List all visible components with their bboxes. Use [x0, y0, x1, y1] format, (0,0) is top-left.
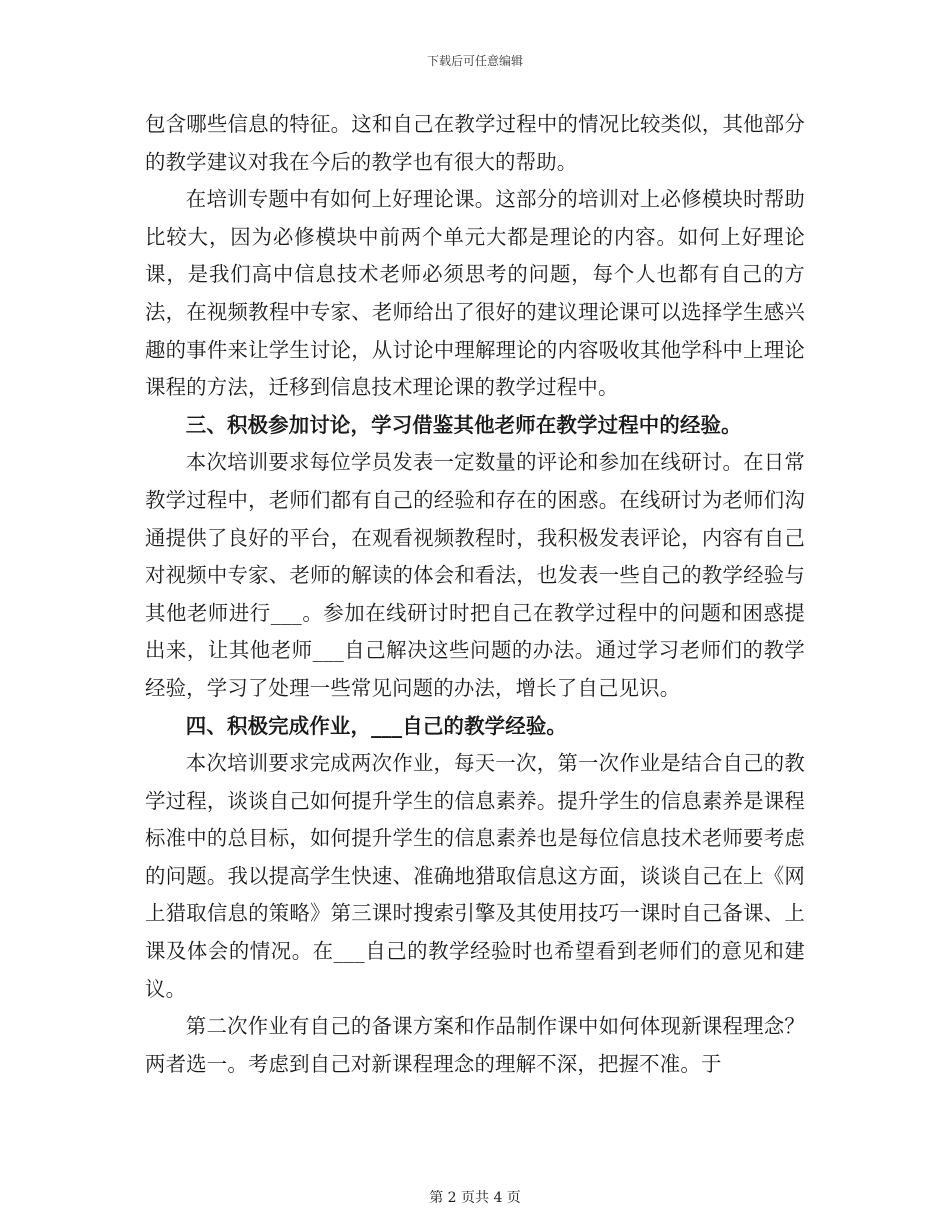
paragraph: 在培训专题中有如何上好理论课。这部分的培训对上必修模块时帮助比较大，因为必修模块中前两个单元大都是理论的内容。如何上好理论课，是我们高中信息技术老师必须思考的问题，每个人也都有自己的方法，在视频教程中专家、老师给出了很好的建议理论课可以选择学生感兴趣的事件来让学生讨论，从讨论中理解理论的内容吸收其他学科中上理论课程的方法，迁移到信息技术理论课的教学过程中。	[145, 187, 805, 400]
page-footer: 第 2 页共 4 页	[429, 1190, 521, 1206]
paragraph: 本次培训要求每位学员发表一定数量的评论和参加在线研讨。在日常教学过程中，老师们都有自己的经验和存在的困惑。在线研讨为老师们沟通提供了良好的平台，在观看视频教程时，我积极发表评论，内容有自己对视频中专家、老师的解读的体会和看法，也发表一些自己的教学经验与其他老师进行___。参加在线研讨时把自己在教学过程中的问题和困惑提出来，让其他老师___自己解决这些问题的办法。通过学习老师们的教学经验，学习了处理一些常见问题的办法，增长了自己见识。	[145, 450, 805, 700]
paragraph: 包含哪些信息的特征。这和自己在教学过程中的情况比较类似，其他部分的教学建议对我在今后的教学也有很大的帮助。	[145, 112, 805, 174]
paragraph: 第二次作业有自己的备课方案和作品制作课中如何体现新课程理念？两者选一。考虑到自己对新课程理念的理解不深，把握不准。于	[145, 1014, 805, 1076]
page-header: 下载后可任意编辑	[426, 54, 523, 68]
section-heading: 四、积极完成作业，___自己的教学经验。	[185, 713, 568, 738]
document-body	[145, 106, 805, 1083]
paragraph: 本次培训要求完成两次作业，每天一次，第一次作业是结合自己的教学过程，谈谈自己如何提升学生的信息素养。提升学生的信息素养是课程标准中的总目标，如何提升学生的信息素养也是每位信息技术老师要考虑的问题。我以提高学生快速、准确地猎取信息这方面，谈谈自己在上《网上猎取信息的策略》第三课时搜索引擎及其使用技巧一课时自己备课、上课及体会的情况。在___自己的教学经验时也希望看到老师们的意见和建议。	[145, 751, 805, 1001]
section-heading: 三、积极参加讨论，学习借鉴其他老师在教学过程中的经验。	[185, 412, 742, 437]
